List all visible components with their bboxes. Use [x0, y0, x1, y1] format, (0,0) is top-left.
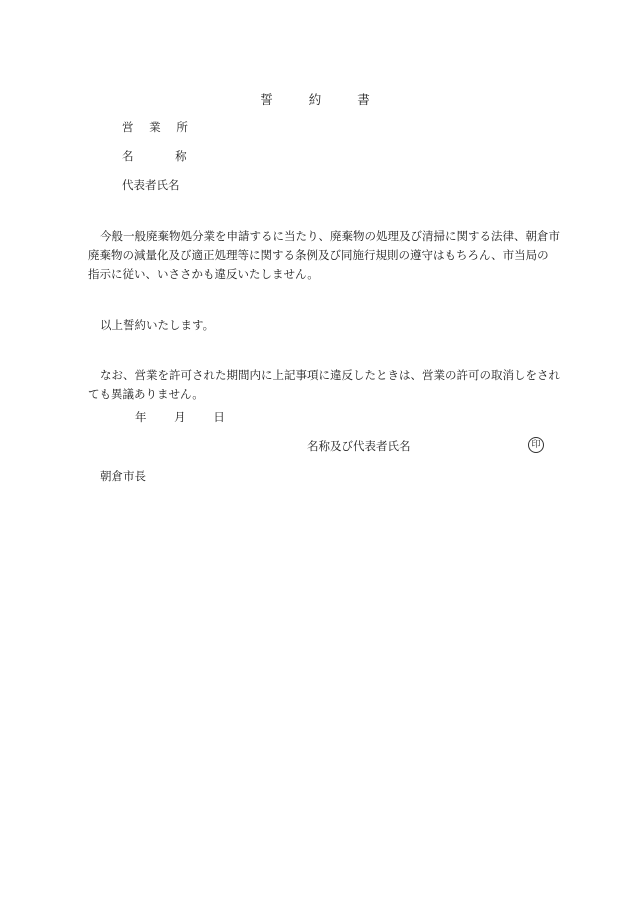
revocation-paragraph: なお、営業を許可された期間内に上記事項に違反したときは、営業の許可の取消しをされても異議ありません。 — [88, 368, 560, 401]
name-label — [122, 148, 187, 164]
date-line — [135, 409, 249, 425]
office-char-3: 所 — [176, 120, 188, 134]
document-title — [0, 90, 630, 108]
signature-label: 名称及び代表者氏名 — [307, 439, 411, 453]
year-label: 年 — [135, 410, 147, 424]
business-office-label — [122, 119, 188, 135]
addressee: 朝倉市長 — [100, 469, 146, 483]
title-char-3: 書 — [357, 92, 370, 107]
office-char-2: 業 — [149, 120, 161, 134]
office-char-1: 営 — [122, 120, 134, 134]
representative-label: 代表者氏名 — [122, 178, 180, 192]
pledge-paragraph: 今般一般廃棄物処分業を申請するに当たり、廃棄物の処理及び清掃に関する法律、朝倉市廃棄物の減量化及び適正処理等に関する条例及び同施行規則の遵守はもちろん、市当局の指示に従い、いささかも違反いたしません。 — [88, 229, 560, 281]
pledge-closing: 以上誓約いたします。 — [100, 318, 215, 332]
name-char-1: 名 — [122, 149, 134, 163]
title-char-2: 約 — [308, 92, 322, 107]
title-char-1: 誓 — [260, 92, 273, 107]
seal-mark-icon: 印 — [528, 437, 544, 453]
day-label: 日 — [213, 410, 225, 424]
name-char-2: 称 — [175, 149, 187, 163]
month-label: 月 — [174, 410, 186, 424]
